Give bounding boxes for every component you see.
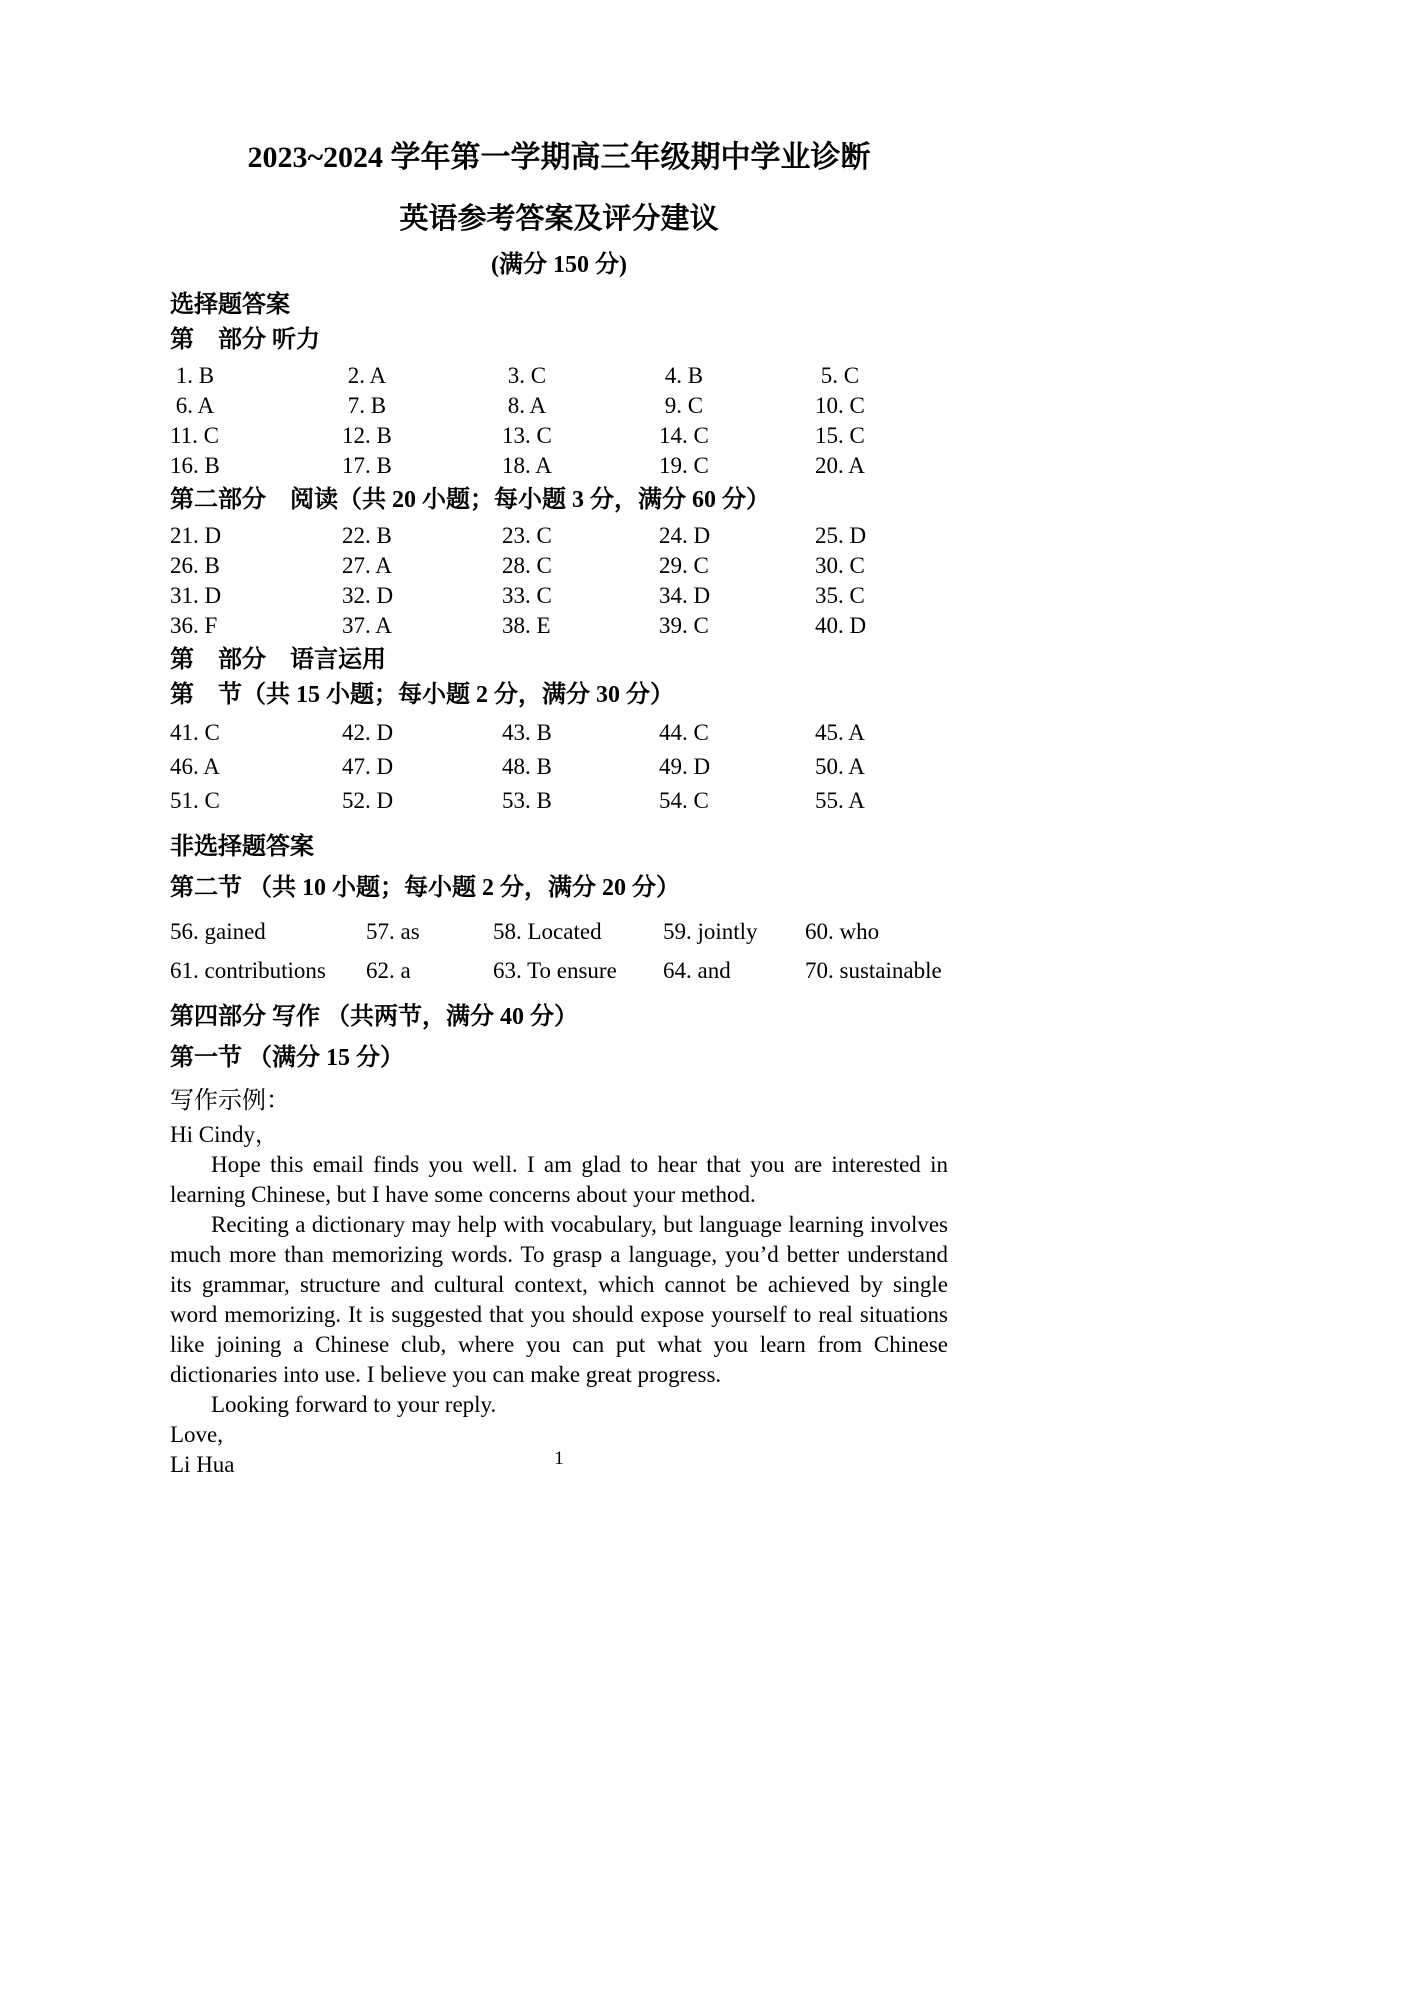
section2-heading: 第二节 （共 10 小题；每小题 2 分，满分 20 分） xyxy=(170,875,680,901)
answer-cell: 50. A xyxy=(815,754,865,779)
answer-cell: 6. A xyxy=(170,393,215,418)
answer-cell: 48. B xyxy=(502,754,552,779)
answer-cell: 25. D xyxy=(815,523,867,548)
answer-cell: 70. sustainable xyxy=(805,958,942,983)
part4-writing-heading: 第四部分 写作 （共两节，满分 40 分） xyxy=(170,1004,578,1030)
answer-cell: 22. B xyxy=(342,523,392,548)
answer-cell: 59. jointly xyxy=(663,919,758,944)
document-title: 2023~2024 学年第一学期高三年级期中学业诊断 xyxy=(247,141,871,174)
answer-cell: 40. D xyxy=(815,613,867,638)
essay-paragraph: Reciting a dictionary may help with vocabulary, but language learning involves much more than memorizing words. To grasp a language, you’d better understand its grammar, structure and cultural context, which cannot be achieved by single word memorizing. It is suggested that you should expose yourself to real situations like joining a Chinese club, where you can put what you learn from Chinese dictionaries into use. I believe you can make great progress. xyxy=(170,1212,948,1387)
answer-cell: 7. B xyxy=(342,393,387,418)
language-section-heading: 第 部分 语言运用 xyxy=(170,647,386,673)
answer-cell: 46. A xyxy=(170,754,220,779)
answer-cell: 55. A xyxy=(815,788,865,813)
answer-cell: 2. A xyxy=(342,363,387,388)
answer-cell: 49. D xyxy=(659,754,711,779)
full-score-note: (满分 150 分) xyxy=(491,252,627,278)
answer-cell: 23. C xyxy=(502,523,552,548)
reading-section-heading: 第二部分 阅读（共 20 小题；每小题 3 分，满分 60 分） xyxy=(170,487,770,513)
essay-closing: Love, xyxy=(170,1422,224,1447)
answer-cell: 38. E xyxy=(502,613,551,638)
answer-cell: 12. B xyxy=(342,423,392,448)
answer-cell: 19. C xyxy=(659,453,709,478)
essay-paragraph: Looking forward to your reply. xyxy=(211,1392,497,1417)
document-content xyxy=(170,140,948,1480)
answer-cell: 33. C xyxy=(502,583,552,608)
answer-cell: 44. C xyxy=(659,720,709,745)
part4-section1-heading: 第一节 （满分 15 分） xyxy=(170,1045,404,1071)
answer-cell: 57. as xyxy=(366,919,420,944)
answer-cell: 45. A xyxy=(815,720,865,745)
answer-cell: 58. Located xyxy=(493,919,602,944)
listening-section-heading: 第 部分 听力 xyxy=(170,327,320,353)
fill-in-answer-grid xyxy=(170,917,948,986)
answer-cell: 63. To ensure xyxy=(493,958,617,983)
essay-paragraphs xyxy=(170,1150,948,1420)
answer-cell: 64. and xyxy=(663,958,731,983)
language-subsection-heading: 第 节（共 15 小题；每小题 2 分，满分 30 分） xyxy=(170,682,674,708)
non-choice-answers-heading: 非选择题答案 xyxy=(170,834,314,860)
answer-cell: 37. A xyxy=(342,613,392,638)
answer-cell: 32. D xyxy=(342,583,394,608)
answer-cell: 9. C xyxy=(659,393,704,418)
listening-answer-grid xyxy=(170,361,948,481)
page-number: 1 xyxy=(554,1448,564,1469)
answer-cell: 5. C xyxy=(815,363,860,388)
answer-cell: 1. B xyxy=(170,363,215,388)
answer-cell: 13. C xyxy=(502,423,552,448)
essay-paragraph: Hope this email finds you well. I am glad to hear that you are interested in learning Chinese, but I have some concerns about your method. xyxy=(170,1152,948,1207)
answer-cell: 61. contributions xyxy=(170,958,326,983)
answer-cell: 30. C xyxy=(815,553,865,578)
answer-cell: 36. F xyxy=(170,613,218,638)
answer-cell: 27. A xyxy=(342,553,392,578)
answer-cell: 24. D xyxy=(659,523,711,548)
choice-answers-heading: 选择题答案 xyxy=(170,292,290,318)
answer-cell: 29. C xyxy=(659,553,709,578)
answer-cell: 47. D xyxy=(342,754,394,779)
answer-cell: 51. C xyxy=(170,788,220,813)
answer-cell: 42. D xyxy=(342,720,394,745)
essay-salutation: Hi Cindy， xyxy=(170,1122,278,1147)
answer-cell: 62. a xyxy=(366,958,411,983)
answer-cell: 16. B xyxy=(170,453,220,478)
answer-cell: 3. C xyxy=(502,363,547,388)
answer-cell: 43. B xyxy=(502,720,552,745)
answer-cell: 15. C xyxy=(815,423,865,448)
language-answer-grid xyxy=(170,718,948,816)
answer-cell: 18. A xyxy=(502,453,552,478)
answer-cell: 52. D xyxy=(342,788,394,813)
answer-cell: 14. C xyxy=(659,423,709,448)
writing-sample-label: 写作示例： xyxy=(170,1088,290,1114)
answer-cell: 41. C xyxy=(170,720,220,745)
essay-sample xyxy=(170,1120,948,1480)
answer-cell: 60. who xyxy=(805,919,880,944)
answer-cell: 10. C xyxy=(815,393,865,418)
reading-answer-grid xyxy=(170,521,948,641)
answer-cell: 54. C xyxy=(659,788,709,813)
answer-cell: 4. B xyxy=(659,363,704,388)
answer-cell: 39. C xyxy=(659,613,709,638)
answer-cell: 11. C xyxy=(170,423,219,448)
answer-cell: 17. B xyxy=(342,453,392,478)
answer-cell: 21. D xyxy=(170,523,222,548)
document-subtitle: 英语参考答案及评分建议 xyxy=(399,203,719,235)
answer-cell: 35. C xyxy=(815,583,865,608)
answer-cell: 34. D xyxy=(659,583,711,608)
answer-cell: 31. D xyxy=(170,583,222,608)
answer-cell: 56. gained xyxy=(170,919,266,944)
answer-cell: 8. A xyxy=(502,393,547,418)
answer-cell: 53. B xyxy=(502,788,552,813)
answer-cell: 28. C xyxy=(502,553,552,578)
answer-cell: 26. B xyxy=(170,553,220,578)
essay-signature: Li Hua xyxy=(170,1452,235,1477)
answer-cell: 20. A xyxy=(815,453,865,478)
